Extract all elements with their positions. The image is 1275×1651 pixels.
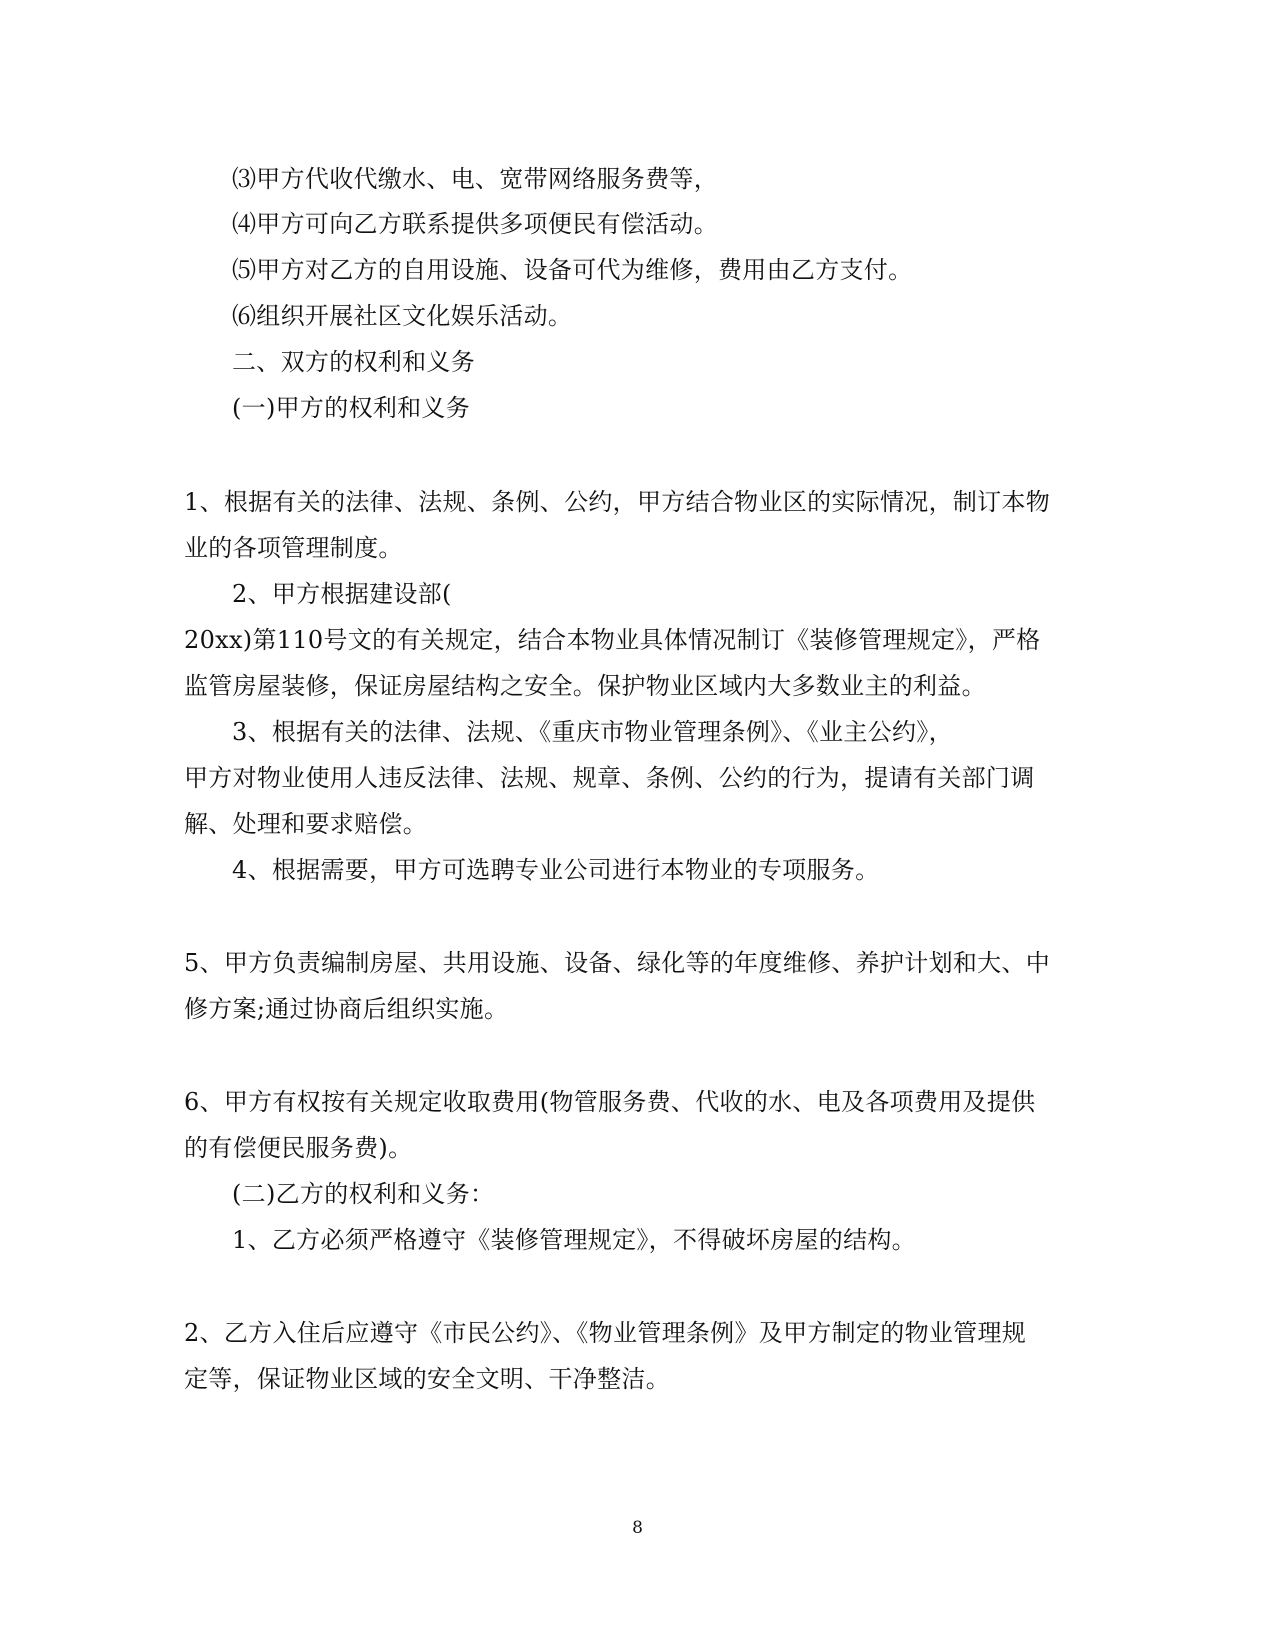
subsection-heading: (二)乙方的权利和义务：: [232, 1180, 495, 1208]
subsection-heading: (一)甲方的权利和义务: [232, 394, 471, 422]
paragraph-line: 1、乙方必须严格遵守《装修管理规定》，不得破坏房屋的结构。: [232, 1226, 916, 1254]
section-heading: 二、双方的权利和义务: [232, 348, 475, 376]
paragraph-line: ⑸甲方对乙方的自用设施、设备可代为维修，费用由乙方支付。: [232, 256, 913, 284]
paragraph-line: 4、根据需要，甲方可选聘专业公司进行本物业的专项服务。: [232, 856, 880, 884]
paragraph-line: 甲方对物业使用人违反法律、法规、规章、条例、公约的行为，提请有关部门调: [184, 764, 1035, 792]
paragraph-line: ⑶甲方代收代缴水、电、宽带网络服务费等，: [232, 165, 718, 193]
paragraph-line: 6、甲方有权按有关规定收取费用(物管服务费、代收的水、电及各项费用及提供: [184, 1088, 1036, 1116]
paragraph-line: 20xx)第110号文的有关规定，结合本物业具体情况制订《装修管理规定》，严格: [184, 626, 1041, 654]
paragraph-line: 业的各项管理制度。: [184, 534, 403, 562]
page-number: 8: [632, 1518, 643, 1538]
paragraph-line: 的有偿便民服务费)。: [184, 1134, 413, 1162]
paragraph-line: 3、根据有关的法律、法规、《重庆市物业管理条例》、《业主公约》，: [232, 718, 953, 746]
paragraph-line: 解、处理和要求赔偿。: [184, 810, 427, 838]
paragraph-line: ⑹组织开展社区文化娱乐活动。: [232, 302, 573, 330]
paragraph-line: ⑷甲方可向乙方联系提供多项便民有偿活动。: [232, 210, 718, 238]
paragraph-line: 修方案;通过协商后组织实施。: [184, 995, 509, 1023]
paragraph-line: 2、甲方根据建设部(: [232, 580, 452, 608]
paragraph-line: 5、甲方负责编制房屋、共用设施、设备、绿化等的年度维修、养护计划和大、中: [184, 949, 1051, 977]
paragraph-line: 2、乙方入住后应遵守《市民公约》、《物业管理条例》及甲方制定的物业管理规: [184, 1319, 1027, 1347]
paragraph-line: 1、根据有关的法律、法规、条例、公约，甲方结合物业区的实际情况，制订本物: [184, 488, 1051, 516]
paragraph-line: 监管房屋装修，保证房屋结构之安全。保护物业区域内大多数业主的利益。: [184, 672, 986, 700]
paragraph-line: 定等，保证物业区域的安全文明、干净整洁。: [184, 1365, 670, 1393]
